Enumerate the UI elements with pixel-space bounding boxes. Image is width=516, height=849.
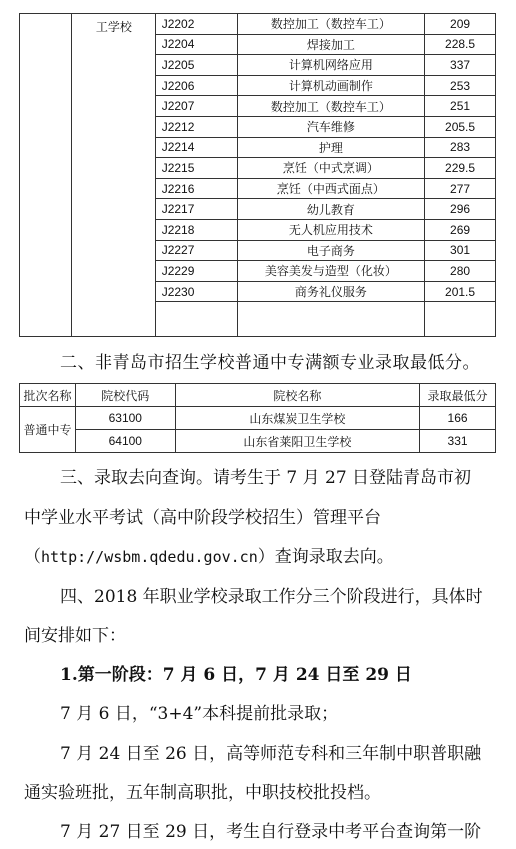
- min-score: 331: [420, 430, 496, 453]
- school-name: 山东省莱阳卫生学校: [175, 430, 419, 453]
- header-batch: 批次名称: [20, 384, 76, 407]
- min-score: 337: [425, 55, 496, 76]
- major-name: 护理: [237, 137, 425, 158]
- para6-line1: 7 月 24 日至 26 日，高等师范专科和三年制中职普职融: [60, 744, 482, 764]
- min-score: 277: [425, 178, 496, 199]
- min-score: 253: [425, 75, 496, 96]
- header-code: 院校代码: [75, 384, 175, 407]
- min-score: 228.5: [425, 34, 496, 55]
- min-score: 301: [425, 240, 496, 261]
- major-score-table: [19, 13, 496, 337]
- school-name: 山东煤炭卫生学校: [175, 407, 419, 430]
- min-score: 229.5: [425, 158, 496, 179]
- major-code: J2217: [155, 199, 237, 220]
- min-score: 201.5: [425, 281, 496, 302]
- major-code: J2216: [155, 178, 237, 199]
- major-code: J2215: [155, 158, 237, 179]
- min-score: 209: [425, 14, 496, 35]
- min-score: 205.5: [425, 116, 496, 137]
- major-code: J2212: [155, 116, 237, 137]
- table-row: [20, 14, 496, 35]
- major-name: 无人机应用技术: [237, 219, 425, 240]
- major-name: 焊接加工: [237, 34, 425, 55]
- major-name: 数控加工（数控车工）: [237, 96, 425, 117]
- min-score: 166: [420, 407, 496, 430]
- major-name: 电子商务: [237, 240, 425, 261]
- para4-line2: 间安排如下：: [24, 626, 126, 646]
- major-name: 计算机动画制作: [237, 75, 425, 96]
- para7: 7 月 27 日至 29 日，考生自行登录中考平台查询第一阶: [60, 822, 482, 842]
- major-name: 数控加工（数控车工）: [237, 14, 425, 35]
- min-score: 269: [425, 219, 496, 240]
- major-code: J2230: [155, 281, 237, 302]
- empty-cell: [20, 14, 72, 337]
- table-header-row: [20, 384, 496, 407]
- batch-cell: 普通中专: [20, 407, 76, 453]
- table-row: [20, 430, 496, 453]
- paren-open: （: [24, 547, 41, 567]
- table-row: [20, 407, 496, 430]
- major-name: 烹饪（中西式面点）: [237, 178, 425, 199]
- para3-line2: 中学业水平考试（高中阶段学校招生）管理平台: [24, 508, 381, 528]
- major-code: J2227: [155, 240, 237, 261]
- blank-cell: [425, 302, 496, 337]
- major-name: 幼儿教育: [237, 199, 425, 220]
- major-code: J2204: [155, 34, 237, 55]
- min-score: 283: [425, 137, 496, 158]
- para3-line1: 三、录取去向查询。请考生于 7 月 27 日登陆青岛市初: [60, 468, 472, 488]
- major-name: 烹饪（中式烹调）: [237, 158, 425, 179]
- paren-close-text: ）查询录取去向。: [257, 547, 394, 567]
- section-2-heading: 二、非青岛市招生学校普通中专满额专业录取最低分。: [60, 353, 480, 373]
- major-name: 商务礼仪服务: [237, 281, 425, 302]
- header-score: 录取最低分: [420, 384, 496, 407]
- stage1-heading: 1.第一阶段：7 月 6 日，7 月 24 日至 29 日: [60, 665, 412, 685]
- min-score: 296: [425, 199, 496, 220]
- major-code: J2214: [155, 137, 237, 158]
- query-url-link[interactable]: http://wsbm.qdedu.gov.cn: [41, 548, 258, 566]
- para6-line2: 通实验班批，五年制高职批，中职技校批投档。: [24, 783, 381, 803]
- major-code: J2229: [155, 261, 237, 282]
- blank-cell: [237, 302, 425, 337]
- major-code: J2205: [155, 55, 237, 76]
- major-code: J2218: [155, 219, 237, 240]
- major-code: J2207: [155, 96, 237, 117]
- para5: 7 月 6 日，“3+4”本科提前批录取；: [60, 704, 339, 724]
- min-score: 280: [425, 261, 496, 282]
- para4-line1: 四、2018 年职业学校录取工作分三个阶段进行，具体时: [60, 587, 483, 607]
- blank-cell: [155, 302, 237, 337]
- major-name: 汽车维修: [237, 116, 425, 137]
- header-name: 院校名称: [175, 384, 419, 407]
- major-code: J2206: [155, 75, 237, 96]
- major-code: J2202: [155, 14, 237, 35]
- school-code: 64100: [75, 430, 175, 453]
- non-qingdao-school-table: [19, 383, 496, 453]
- min-score: 251: [425, 96, 496, 117]
- major-name: 计算机网络应用: [237, 55, 425, 76]
- school-code: 63100: [75, 407, 175, 430]
- school-name-cell: 工学校: [71, 14, 155, 337]
- major-name: 美容美发与造型（化妆）: [237, 261, 425, 282]
- para3-line3: [24, 540, 394, 574]
